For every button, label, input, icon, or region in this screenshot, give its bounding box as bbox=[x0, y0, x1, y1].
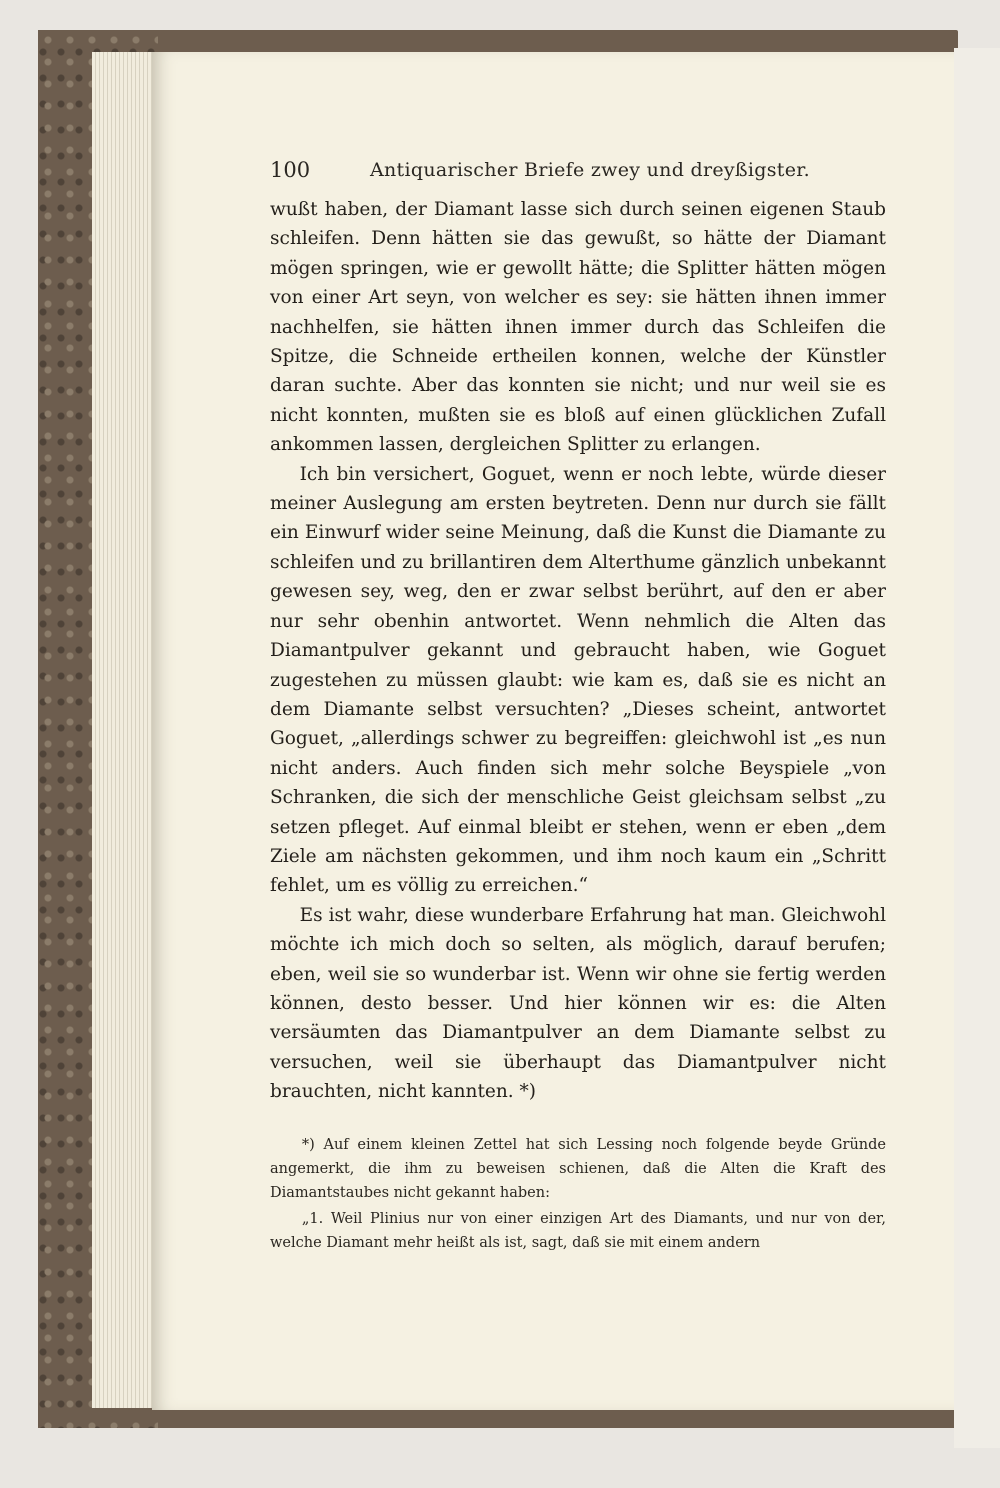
paragraph: Ich bin versichert, Goguet, wenn er noch lebte, würde dieser meiner Auslegung am ersten beytreten. Denn nur durch sie fällt ein Einwurf wider seine Meinung, daß die Kunst die Diamante zu schleifen und zu brillantiren dem Alterthume gänzlich unbekannt gewesen sey, weg, den er zwar selbst berührt, auf den er aber nur sehr obenhin antwortet. Wenn nehmlich die Alten das Diamantpulver gekannt und gebraucht haben, wie Goguet zugestehen zu müssen glaubt: wie kam es, daß sie es nicht an dem Diamante selbst versuchten? „Dieses scheint, antwortet Goguet, „allerdings schwer zu begreiffen: gleichwohl ist „es nun nicht anders. Auch finden sich mehr solche Beyspiele „von Schranken, die sich der menschliche Geist gleichsam selbst „zu setzen pfleget. Auf einmal bleibt er stehen, wenn er eben „dem Ziele am nächsten gekommen, und ihm noch kaum ein „Schritt fehlet, um es völlig zu erreichen.“ bbox=[270, 463, 886, 897]
page-edges bbox=[92, 52, 158, 1408]
main-text bbox=[270, 195, 886, 1107]
footnote-intro: *) Auf einem kleinen Zettel hat sich Lessing noch folgende beyde Gründe angemerkt, die ihm zu beweisen schienen, daß die Alten die Kraft des Diamantstaubes nicht gekannt haben: bbox=[270, 1137, 886, 1201]
running-title: Antiquarischer Briefe zwey und dreyßigster. bbox=[370, 159, 810, 181]
paragraph: Es ist wahr, diese wunderbare Erfahrung hat man. Gleichwohl möchte ich mich doch so selten, als möglich, darauf berufen; eben, weil sie so wunderbar ist. Wenn wir ohne sie fertig werden können, desto besser. Und hier können wir es: die Alten versäumten das Diamantpulver an dem Diamante selbst zu versuchen, weil sie überhaupt das Diamantpulver nicht brauchten, nicht kannten. *) bbox=[270, 904, 886, 1103]
page-number: 100 bbox=[270, 158, 311, 182]
running-head bbox=[270, 158, 890, 188]
paragraph: wußt haben, der Diamant lasse sich durch seinen eigenen Staub schleifen. Denn hätten sie das gewußt, so hätte der Diamant mögen springen, wie er gewollt hätte; die Splitter hätten mögen von einer Art seyn, von welcher es sey: sie hätten ihnen immer nachhelfen, sie hätten ihnen immer durch das Schleifen die Spitze, die Schneide ertheilen konnen, welche der Künstler daran suchte. Aber das konnten sie nicht; und nur weil sie es nicht konnten, mußten sie es bloß auf einen glücklichen Zufall ankommen lassen, dergleichen Splitter zu erlangen. bbox=[270, 199, 886, 456]
scan-background bbox=[954, 48, 1000, 1448]
footnotes bbox=[270, 1133, 886, 1257]
footnote-item: „1. Weil Plinius nur von einer einzigen Art des Diamants, und nur von der, welche Diamant mehr heißt als ist, sagt, daß sie mit einem andern bbox=[270, 1211, 886, 1251]
